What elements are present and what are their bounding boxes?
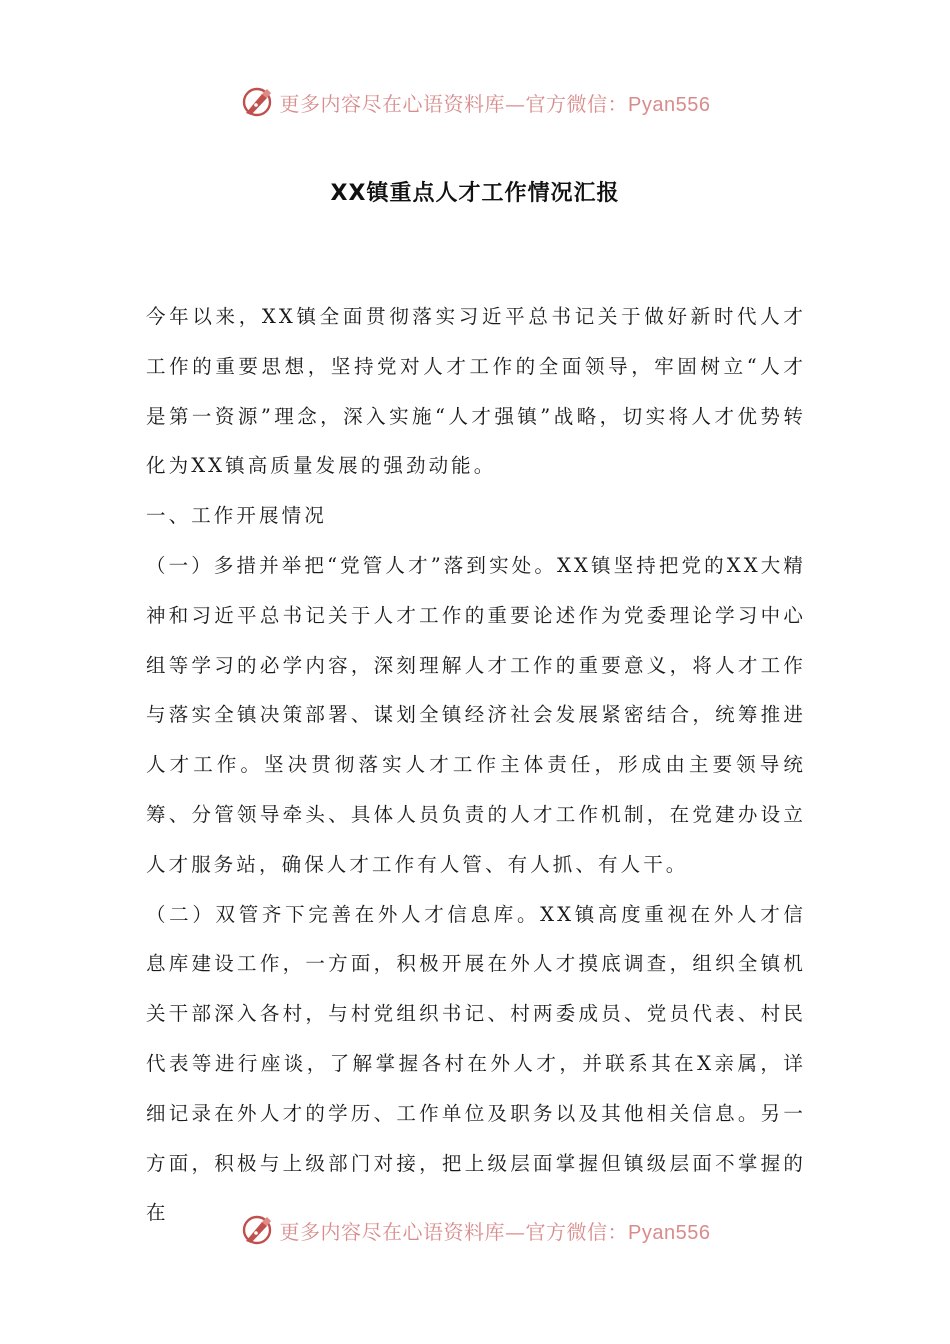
footer-watermark	[0, 1210, 950, 1250]
paragraph-section-2: （二）双管齐下完善在外人才信息库。XX镇高度重视在外人才信息库建设工作，一方面，积极开展在外人才摸底调查，组织全镇机关干部深入各村，与村党组织书记、村两委成员、党员代表、村民代表等进行座谈，了解掌握各村在外人才，并联系其在X亲属，详细记录在外人才的学历、工作单位及职务以及其他相关信息。另一方面，积极与上级部门对接，把上级层面掌握但镇级层面不掌握的在	[146, 902, 806, 1225]
section-heading: 一、工作开展情况	[146, 504, 327, 528]
header-watermark	[0, 82, 950, 122]
document-body	[146, 292, 806, 1238]
paragraph-intro: 今年以来，XX镇全面贯彻落实习近平总书记关于做好新时代人才工作的重要思想，坚持党对人才工作的全面领导，牢固树立“人才是第一资源”理念，深入实施“人才强镇”战略，切实将人才优势转化为XX镇高质量发展的强劲动能。	[146, 305, 806, 478]
watermark-text: 更多内容尽在心语资料库—官方微信：Pyan556	[279, 1219, 711, 1244]
paragraph-section-1: （一）多措并举把“党管人才”落到实处。XX镇坚持把党的XX大精神和习近平总书记关于人才工作的重要论述作为党委理论学习中心组等学习的必学内容，深刻理解人才工作的重要意义，将人才工作与落实全镇决策部署、谋划全镇经济社会发展紧密结合，统筹推进人才工作。坚决贯彻落实人才工作主体责任，形成由主要领导统筹、分管领导牵头、具体人员负责的人才工作机制，在党建办设立人才服务站，确保人才工作有人管、有人抓、有人干。	[146, 553, 806, 876]
watermark-text: 更多内容尽在心语资料库—官方微信：Pyan556	[279, 91, 711, 116]
pen-nib-logo-icon	[240, 1213, 274, 1247]
document-title: XX镇重点人才工作情况汇报	[330, 181, 620, 206]
pen-nib-logo-icon	[240, 85, 274, 119]
